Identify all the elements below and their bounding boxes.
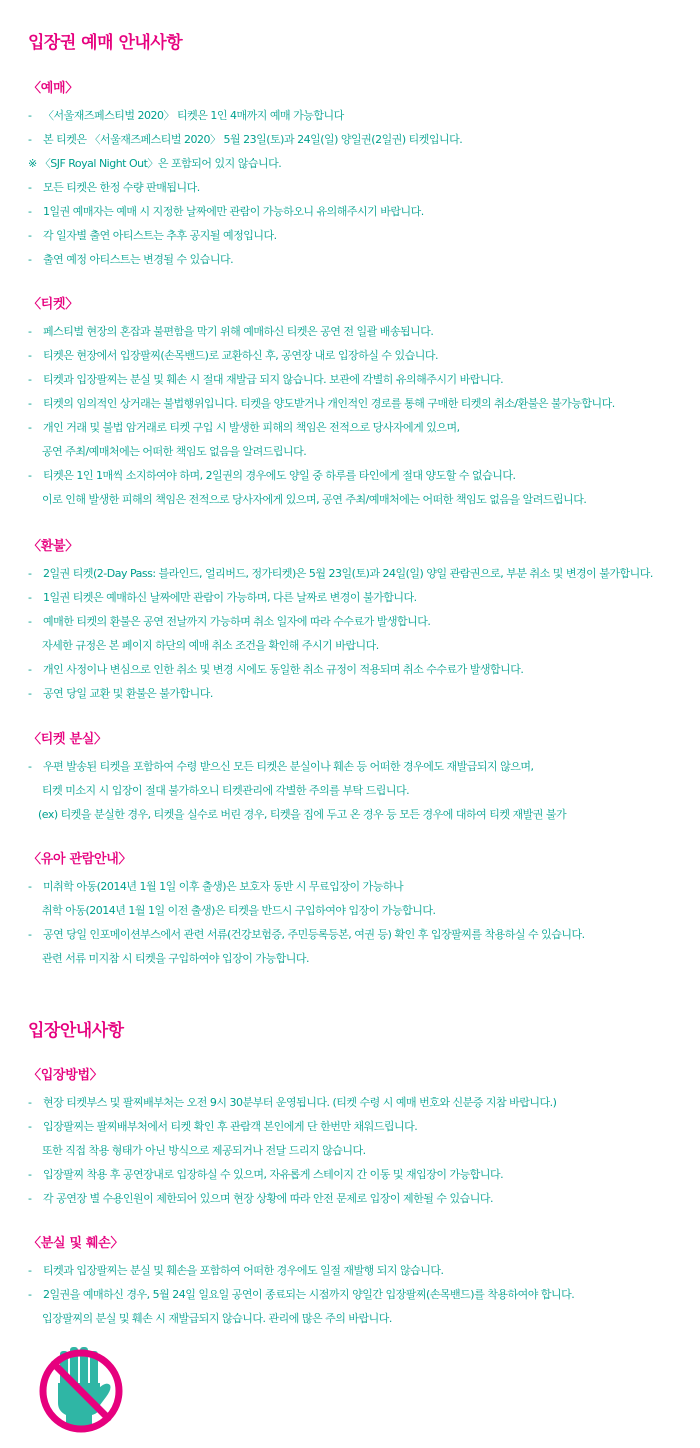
line-text: 1일권 예매자는 예매 시 지정한 날짜에만 관람이 가능하오니 유의해주시기 바랍니다. (43, 205, 424, 218)
line-bullet (28, 440, 42, 464)
line-bullet: - (28, 109, 32, 122)
line-bullet (28, 947, 42, 971)
notice-line (28, 224, 678, 248)
notice-line (28, 1187, 678, 1211)
line-bullet: - (28, 373, 32, 386)
line-text: 티켓은 현장에서 입장팔찌(손목밴드)로 교환하신 후, 공연장 내로 입장하실 수 있습니다. (43, 349, 438, 362)
section-lines (28, 1259, 678, 1331)
notice-line (28, 1115, 678, 1139)
line-text: ※ 〈SJF Royal Night Out〉은 포함되어 있지 않습니다. (28, 157, 282, 170)
notice-line (28, 368, 678, 392)
line-bullet: - (28, 349, 32, 362)
notice-line (28, 658, 678, 682)
notice-line (28, 779, 678, 803)
line-text: 본 티켓은 〈서울재즈페스티벌 2020〉 5월 23일(토)과 24일(일) 양일권(2일권) 티켓입니다. (43, 133, 463, 146)
notice-line (28, 152, 678, 176)
section-heading: 〈분실 및 훼손〉 (28, 1236, 124, 1251)
notice-line (28, 392, 678, 416)
line-bullet: - (28, 760, 32, 773)
notice-line (28, 1307, 678, 1331)
section-reservation (28, 80, 678, 272)
line-text: 티켓과 입장팔찌는 분실 및 훼손을 포함하여 어떠한 경우에도 일절 재발행 되지 않습니다. (43, 1264, 444, 1277)
line-bullet: - (28, 205, 32, 218)
ticket-notice-title: 입장권 예매 안내사항 (28, 33, 183, 53)
line-bullet: - (28, 469, 32, 482)
notice-line (28, 464, 678, 488)
line-text: 공연 당일 인포메이션부스에서 관련 서류(건강보험증, 주민등록등본, 여권 등) 확인 후 입장팔찌를 착용하실 수 있습니다. (43, 928, 585, 941)
line-bullet: - (28, 397, 32, 410)
line-text: 입장팔찌의 분실 및 훼손 시 재발급되지 않습니다. 관리에 많은 주의 바랍니다. (42, 1312, 392, 1325)
section-lines (28, 104, 678, 272)
section-lines (28, 755, 678, 827)
line-bullet: - (28, 181, 32, 194)
notice-line (28, 1091, 678, 1115)
notice-line (28, 320, 678, 344)
line-bullet: - (28, 133, 32, 146)
line-text: 예매한 티켓의 환불은 공연 전날까지 가능하며 취소 일자에 따라 수수료가 발생합니다. (43, 615, 431, 628)
line-text: 미취학 아동(2014년 1월 1일 이후 출생)은 보호자 동반 시 무료입장이 가능하나 (43, 880, 404, 893)
section-heading: 〈예매〉 (28, 81, 78, 96)
line-bullet (28, 1139, 42, 1163)
notice-line (28, 344, 678, 368)
section-ticket-loss (28, 731, 678, 827)
notice-line (28, 923, 678, 947)
notice-line (28, 947, 678, 971)
line-text: 모든 티켓은 한정 수량 판매됩니다. (43, 181, 200, 194)
section-heading: 〈입장방법〉 (28, 1068, 103, 1083)
line-text: (ex) 티켓을 분실한 경우, 티켓을 실수로 버린 경우, 티켓을 집에 두고 온 경우 등 모든 경우에 대하여 티켓 재발권 불가 (38, 808, 567, 821)
line-text: 또한 직접 착용 형태가 아닌 방식으로 제공되거나 전달 드리지 않습니다. (42, 1144, 366, 1157)
section-heading: 〈티켓〉 (28, 297, 78, 312)
line-text: 티켓은 1인 1매씩 소지하여야 하며, 2일권의 경우에도 양일 중 하루를 타인에게 절대 양도할 수 없습니다. (43, 469, 516, 482)
line-text: 각 일자별 출연 아티스트는 추후 공지될 예정입니다. (43, 229, 277, 242)
notice-line (28, 610, 678, 634)
section-entry-method (28, 1067, 678, 1211)
line-text: 자세한 규정은 본 페이지 하단의 예매 취소 조건을 확인해 주시기 바랍니다. (42, 639, 379, 652)
notice-line (28, 1139, 678, 1163)
line-text: 2일권 티켓(2-Day Pass: 블라인드, 얼리버드, 정가티켓)은 5월 23일(토)과 24일(일) 양일 관람권으로, 부분 취소 및 변경이 불가합니다. (43, 567, 653, 580)
line-text: 개인 사정이나 변심으로 인한 취소 및 변경 시에도 동일한 취소 규정이 적용되며 취소 수수료가 발생합니다. (43, 663, 524, 676)
notice-line (28, 416, 678, 440)
line-bullet: - (28, 1168, 32, 1181)
notice-line (28, 488, 678, 512)
line-text: 출연 예정 아티스트는 변경될 수 있습니다. (43, 253, 234, 266)
line-text: 티켓의 임의적인 상거래는 불법행위입니다. 티켓을 양도받거나 개인적인 경로를 통해 구매한 티켓의 취소/환불은 불가능합니다. (43, 397, 615, 410)
line-bullet (28, 634, 42, 658)
line-bullet: - (28, 1120, 32, 1133)
line-bullet: - (28, 663, 32, 676)
notice-line (28, 899, 678, 923)
notice-line (28, 562, 678, 586)
notice-line (28, 104, 678, 128)
line-bullet: - (28, 1192, 32, 1205)
notice-line (28, 875, 678, 899)
line-bullet: - (28, 229, 32, 242)
line-text: 입장팔찌 착용 후 공연장내로 입장하실 수 있으며, 자유롭게 스테이지 간 이동 및 재입장이 가능합니다. (43, 1168, 504, 1181)
section-child-admission (28, 851, 678, 971)
notice-line (28, 586, 678, 610)
section-loss-damage (28, 1235, 678, 1331)
section-ticket (28, 296, 678, 512)
no-hand-icon (36, 1343, 126, 1433)
line-bullet: - (28, 928, 32, 941)
entrance-notice-title: 입장안내사항 (28, 1021, 124, 1041)
line-bullet: - (28, 325, 32, 338)
notice-line (28, 755, 678, 779)
line-text: 2일권을 예매하신 경우, 5월 24일 일요일 공연이 종료되는 시점까지 양일간 입장팔찌(손목밴드)를 착용하여야 합니다. (43, 1288, 575, 1301)
section-lines (28, 562, 678, 706)
line-text: 〈서울재즈페스티벌 2020〉 티켓은 1인 4매까지 예매 가능합니다 (43, 109, 344, 122)
notice-line (28, 634, 678, 658)
section-heading: 〈티켓 분실〉 (28, 732, 107, 747)
line-text: 취학 아동(2014년 1월 1일 이전 출생)은 티켓을 반드시 구입하여야 입장이 가능합니다. (42, 904, 436, 917)
line-text: 티켓과 입장팔찌는 분실 및 훼손 시 절대 재발급 되지 않습니다. 보관에 각별히 유의해주시기 바랍니다. (43, 373, 504, 386)
line-bullet: - (28, 253, 32, 266)
line-text: 페스티벌 현장의 혼잡과 불편함을 막기 위해 예매하신 티켓은 공연 전 일괄 배송됩니다. (43, 325, 434, 338)
notice-line (28, 682, 678, 706)
line-bullet: - (28, 421, 32, 434)
line-bullet: - (28, 615, 32, 628)
notice-line (28, 248, 678, 272)
notice-line (28, 1163, 678, 1187)
section-lines (28, 1091, 678, 1211)
line-bullet: - (28, 687, 32, 700)
line-text: 공연 당일 교환 및 환불은 불가합니다. (43, 687, 213, 700)
line-text: 입장팔찌는 팔찌배부처에서 티켓 확인 후 관람객 본인에게 단 한번만 채워드립니다. (43, 1120, 418, 1133)
notice-line (28, 803, 678, 827)
line-text: 티켓 미소지 시 입장이 절대 불가하오니 티켓관리에 각별한 주의를 부탁 드립니다. (42, 784, 410, 797)
line-text: 이로 인해 발생한 피해의 책임은 전적으로 당사자에게 있으며, 공연 주최/예매처에는 어떠한 책임도 없음을 알려드립니다. (42, 493, 587, 506)
line-text: 관련 서류 미지참 시 티켓을 구입하여야 입장이 가능합니다. (42, 952, 309, 965)
notice-line (28, 1283, 678, 1307)
line-bullet: - (28, 1264, 32, 1277)
line-bullet: - (28, 1288, 32, 1301)
section-lines (28, 320, 678, 512)
line-bullet (28, 1307, 42, 1331)
section-heading: 〈유아 관람안내〉 (28, 852, 132, 867)
line-text: 1일권 티켓은 예매하신 날짜에만 관람이 가능하며, 다른 날짜로 변경이 불가합니다. (43, 591, 417, 604)
notice-line (28, 200, 678, 224)
line-bullet: - (28, 880, 32, 893)
notice-line (28, 176, 678, 200)
line-text: 우편 발송된 티켓을 포함하여 수령 받으신 모든 티켓은 분실이나 훼손 등 어떠한 경우에도 재발급되지 않으며, (43, 760, 534, 773)
line-text: 현장 티켓부스 및 팔찌배부처는 오전 9시 30분부터 운영됩니다. (티켓 수령 시 예매 번호와 신분증 지참 바랍니다.) (43, 1096, 557, 1109)
line-text: 개인 거래 및 불법 암거래로 티켓 구입 시 발생한 피해의 책임은 전적으로 당사자에게 있으며, (43, 421, 460, 434)
notice-line (28, 440, 678, 464)
line-text: 공연 주최/예매처에는 어떠한 책임도 없음을 알려드립니다. (42, 445, 307, 458)
line-bullet (28, 779, 42, 803)
line-bullet: - (28, 1096, 32, 1109)
line-bullet: - (28, 567, 32, 580)
section-heading: 〈환불〉 (28, 539, 78, 554)
line-bullet (28, 488, 42, 512)
line-bullet (28, 899, 42, 923)
section-lines (28, 875, 678, 971)
section-refund (28, 538, 678, 706)
line-bullet: - (28, 591, 32, 604)
notice-line (28, 1259, 678, 1283)
line-bullet (28, 803, 38, 827)
line-text: 각 공연장 별 수용인원이 제한되어 있으며 현장 상황에 따라 안전 문제로 입장이 제한될 수 있습니다. (43, 1192, 493, 1205)
notice-line (28, 128, 678, 152)
